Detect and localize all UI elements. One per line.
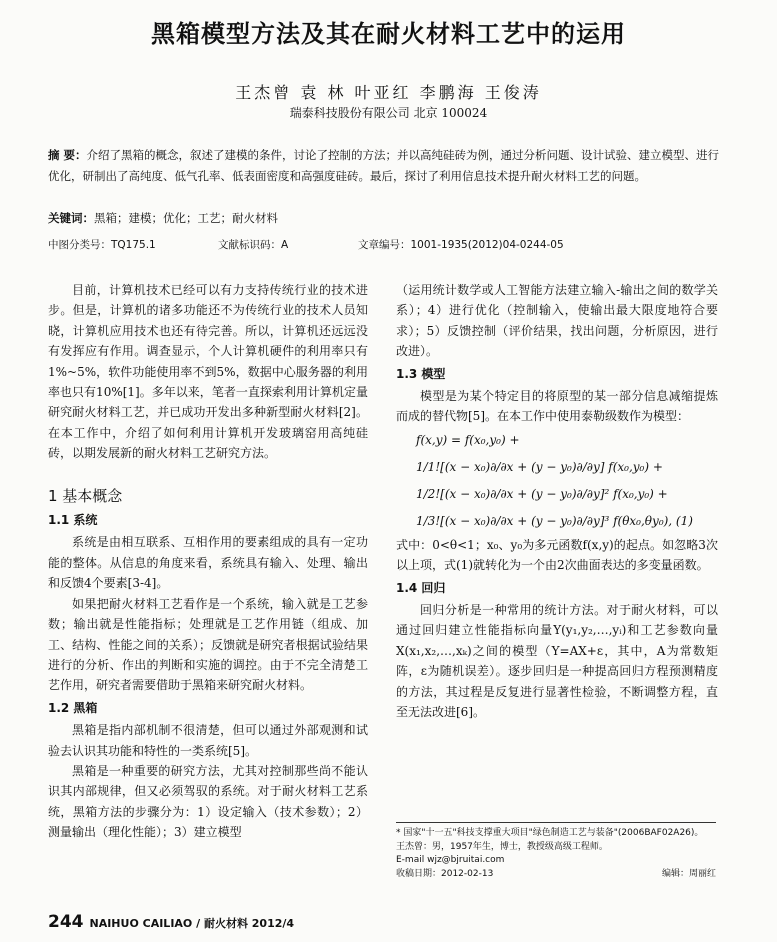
equation-line: 1/1![(x − x₀)∂/∂x + (y − y₀)∂/∂y] f(x₀,y₀) + [416, 459, 663, 474]
subsection-heading: 1.4 回归 [396, 580, 446, 595]
paragraph: 回归分析是一种常用的统计方法。对于耐火材料，可以通过回归建立性能指标向量Y(y₁,y₂,…,yᵢ)和工艺参数向量X(x₁,x₂,…,xₖ)之间的模型（Y=AX+ε，其中，A为常数矩阵，ε为随机误差）。逐步回归是一种提高回归方程预测精度的方法，其过程是反复进行显著性检验，不断调整方程，直至无法改进[6]。 [396, 603, 718, 720]
doc-code: 文献标识码：A [218, 239, 289, 251]
paper-title: 黑箱模型方法及其在耐火材料工艺中的运用 [151, 20, 626, 48]
paragraph: 式中：0<θ<1；x₀、y₀为多元函数f(x,y)的起点。如忽略3次以上项，式(1)就转化为一个由2次曲面表达的多变量函数。 [396, 537, 718, 573]
footnote [396, 822, 716, 881]
left-column [48, 280, 368, 843]
keywords-text: 黑箱；建模；优化；工艺；耐火材料 [94, 211, 278, 225]
funding-note: * 国家"十一五"科技支撑重大项目"绿色制造工艺与装备"(2006BAF02A26)。 [396, 828, 704, 838]
equation-line: 1/2![(x − x₀)∂/∂x + (y − y₀)∂/∂y]² f(x₀,y₀) + [416, 486, 668, 501]
journal-name: NAIHUO CAILIAO / 耐火材料 2012/4 [89, 917, 295, 930]
paragraph: 黑箱是一种重要的研究方法，尤其对控制那些尚不能认识其内部规律，但又必须驾驭的系统。对于耐火材料工艺系统，黑箱方法的步骤分为：1）设定输入（技术参数）；2）测量输出（理化性能）；3）建立模型 [48, 763, 368, 840]
abstract [48, 145, 728, 187]
right-column [396, 280, 718, 723]
author-list: 王杰曾 袁 林 叶亚红 李鹏海 王俊涛 [235, 83, 542, 102]
affiliation: 瑞泰科技股份有限公司 北京 100024 [289, 106, 488, 120]
paragraph: 如果把耐火材料工艺看作是一个系统，输入就是工艺参数；输出就是性能指标；处理就是工艺作用链（组成、加工、结构、性能之间的关系）；反馈就是研究者根据试验结果进行的分析、作出的判断和实施的调控。由于不完全清楚工艺作用，研究者需要借助于黑箱来研究耐火材料。 [48, 596, 368, 693]
author-email: E-mail wjz@bjruitai.com [396, 855, 505, 865]
clc-number: 中图分类号：TQ175.1 [48, 239, 156, 251]
keywords-label: 关键词： [48, 211, 94, 225]
abstract-text: 介绍了黑箱的概念，叙述了建模的条件，讨论了控制的方法；并以高纯硅砖为例，通过分析问题、设计试验、建立模型、进行优化，研制出了高纯度、低气孔率、低表面密度和高强度硅砖。最后，探讨了利用信息技术提升耐火材料工艺的问题。 [48, 148, 720, 183]
abstract-label: 摘 要： [48, 148, 87, 162]
subsection-heading: 1.2 黑箱 [48, 700, 98, 715]
subsection-heading: 1.1 系统 [48, 513, 98, 528]
paragraph: 模型是为某个特定目的将原型的某一部分信息减缩提炼而成的替代物[5]。在本工作中使用泰勒级数作为模型： [396, 389, 718, 424]
paragraph: （运用统计数学或人工智能方法建立输入-输出之间的数学关系）；4）进行优化（控制输入，使输出最大限度地符合要求）；5）反馈控制（评价结果，找出问题，分析原因，进行改进）。 [396, 283, 718, 359]
equation-line: f(x,y) = f(x₀,y₀) + [416, 432, 520, 447]
intro-paragraph: 目前，计算机技术已经可以有力支持传统行业的技术进步。但是，计算机的诸多功能还不为传统行业的技术人员知晓，计算机应用技术也还有待完善。所以，计算机还远远没有发挥应有作用。调查显示，个人计算机硬件的利用率只有1%~5%，软件功能使用率不到5%，数据中心服务器的利用率也只有10%[1]。多年以来，笔者一直探索利用计算机定量研究耐火材料工艺，并已成功开发出多种新型耐火材料[2]。在本工作中，介绍了如何利用计算机开发玻璃窑用高纯硅砖，以期发展新的耐火材料工艺研究方法。 [48, 283, 368, 461]
subsection-heading: 1.3 模型 [396, 366, 446, 381]
paragraph: 系统是由相互联系、互相作用的要素组成的具有一定功能的整体。从信息的角度来看，系统具有输入、处理、输出和反馈4个要素[3-4]。 [48, 535, 368, 591]
keywords [48, 210, 278, 226]
page-footer [48, 912, 294, 932]
received-date: 收稿日期：2012-02-13 [396, 868, 494, 879]
article-number: 文章编号：1001-1935(2012)04-0244-05 [358, 239, 564, 251]
equation-line: 1/3![(x − x₀)∂/∂x + (y − y₀)∂/∂y]³ f(θx₀,θy₀), (1) [416, 513, 693, 528]
paragraph: 黑箱是指内部机制不很清楚，但可以通过外部观测和试验去认识其功能和特性的一类系统[5]。 [48, 723, 368, 758]
author-bio: 王杰曾：男，1957年生，博士，教授级高级工程师。 [396, 841, 608, 852]
editor: 编辑：周丽红 [661, 868, 716, 879]
section-heading: 1 基本概念 [48, 486, 123, 505]
page-number: 244 [48, 912, 84, 932]
